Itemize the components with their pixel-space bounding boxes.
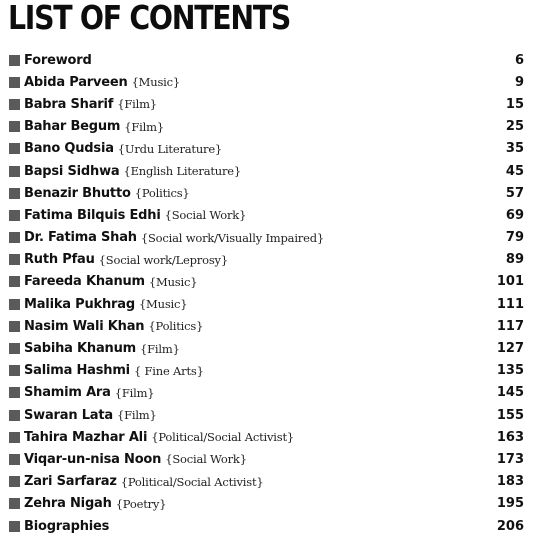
square-bullet-icon [9, 410, 20, 421]
list-item [9, 404, 524, 426]
entry-page-number: 15 [505, 96, 524, 112]
square-bullet-icon [9, 166, 20, 177]
entry-page-number: 111 [496, 296, 524, 312]
entry-page-number: 145 [496, 385, 524, 401]
entry-name: Malika Pukhrag [24, 296, 135, 312]
list-item [9, 337, 524, 359]
entry-page-number: 135 [496, 363, 524, 379]
entry-name: Zehra Nigah [24, 496, 112, 512]
entry-name: Bahar Begum [24, 119, 121, 135]
entry-field: {Poetry} [115, 496, 167, 511]
list-item [9, 71, 524, 93]
entry-name: Nasim Wali Khan [24, 318, 145, 334]
entry-name: Bano Qudsia [24, 141, 114, 157]
square-bullet-icon [9, 232, 20, 243]
entry-field: {English Literature} [123, 164, 242, 179]
entry-name: Tahira Mazhar Ali [24, 429, 148, 445]
entry-field: {Social work/Visually Impaired} [140, 230, 324, 245]
entry-page-number: 69 [505, 207, 524, 223]
list-item [9, 138, 524, 160]
entry-field: {Film} [140, 341, 180, 356]
entry-name: Abida Parveen [24, 74, 128, 90]
list-item [9, 448, 524, 470]
list-item [9, 227, 524, 249]
entry-field: {Social work/Leprosy} [98, 252, 228, 267]
entry-field: {Music} [138, 297, 188, 312]
entry-page-number: 173 [496, 451, 524, 467]
square-bullet-icon [9, 276, 20, 287]
list-item [9, 249, 524, 271]
square-bullet-icon [9, 476, 20, 487]
entry-name: Shamim Ara [24, 385, 111, 401]
list-item [9, 93, 524, 115]
entry-page-number: 163 [496, 429, 524, 445]
square-bullet-icon [9, 365, 20, 376]
entry-page-number: 57 [505, 185, 524, 201]
entry-field: {Social Work} [165, 452, 247, 467]
list-item [9, 293, 524, 315]
square-bullet-icon [9, 498, 20, 509]
entry-page-number: 79 [505, 230, 524, 246]
list-item [9, 271, 524, 293]
entry-page-number: 35 [505, 141, 524, 157]
page-title: LIST OF CONTENTS [8, 0, 291, 37]
square-bullet-icon [9, 55, 20, 66]
entry-field: {Political/Social Activist} [120, 474, 264, 489]
entry-field: {Film} [117, 97, 157, 112]
entry-name: Bapsi Sidhwa [24, 163, 120, 179]
entry-field: {Music} [148, 274, 198, 289]
list-item [9, 515, 524, 537]
entry-name: Ruth Pfau [24, 252, 95, 268]
entry-field: {Politics} [148, 319, 204, 334]
square-bullet-icon [9, 99, 20, 110]
list-item [9, 49, 524, 71]
entry-name: Zari Sarfaraz [24, 474, 117, 490]
list-item [9, 116, 524, 138]
list-item [9, 382, 524, 404]
square-bullet-icon [9, 299, 20, 310]
contents-list [9, 49, 524, 537]
list-item [9, 204, 524, 226]
entry-name: Fareeda Khanum [24, 274, 145, 290]
list-item [9, 315, 524, 337]
entry-page-number: 195 [496, 496, 524, 512]
square-bullet-icon [9, 77, 20, 88]
list-item [9, 160, 524, 182]
square-bullet-icon [9, 321, 20, 332]
square-bullet-icon [9, 143, 20, 154]
entry-field: {Film} [116, 408, 157, 423]
entry-page-number: 6 [514, 52, 524, 68]
entry-page-number: 9 [514, 74, 524, 90]
entry-name: Viqar-un-nisa Noon [24, 451, 162, 467]
entry-name: Sabiha Khanum [24, 341, 137, 357]
entry-field: {Urdu Literature} [117, 141, 223, 156]
entry-page-number: 101 [496, 274, 524, 290]
list-item [9, 426, 524, 448]
list-item [9, 493, 524, 515]
entry-page-number: 89 [505, 252, 524, 268]
entry-field: {Politics} [134, 186, 190, 201]
entry-page-number: 117 [496, 318, 524, 334]
entry-page-number: 25 [505, 119, 524, 135]
entry-field: {Film} [124, 119, 164, 134]
entry-name: Biographies [24, 518, 110, 534]
list-item [9, 182, 524, 204]
list-item [9, 471, 524, 493]
entry-page-number: 155 [496, 407, 524, 423]
square-bullet-icon [9, 121, 20, 132]
list-item [9, 360, 524, 382]
square-bullet-icon [9, 521, 20, 532]
entry-name: Foreword [24, 52, 92, 68]
square-bullet-icon [9, 387, 20, 398]
entry-page-number: 206 [496, 518, 524, 534]
entry-name: Fatima Bilquis Edhi [24, 207, 161, 223]
entry-field: {Social Work} [164, 208, 247, 223]
entry-field: {Music} [131, 75, 180, 90]
entry-name: Benazir Bhutto [24, 185, 131, 201]
entry-name: Swaran Lata [24, 407, 113, 423]
entry-field: { Fine Arts} [133, 363, 204, 378]
square-bullet-icon [9, 254, 20, 265]
square-bullet-icon [9, 188, 20, 199]
square-bullet-icon [9, 454, 20, 465]
square-bullet-icon [9, 210, 20, 221]
entry-page-number: 127 [496, 341, 524, 357]
square-bullet-icon [9, 432, 20, 443]
entry-field: {Political/Social Activist} [151, 430, 294, 445]
entry-name: Salima Hashmi [24, 363, 130, 379]
entry-page-number: 183 [496, 474, 524, 490]
entry-name: Babra Sharif [24, 96, 114, 112]
entry-field: {Film} [114, 385, 155, 400]
square-bullet-icon [9, 343, 20, 354]
entry-name: Dr. Fatima Shah [24, 230, 137, 246]
entry-page-number: 45 [505, 163, 524, 179]
